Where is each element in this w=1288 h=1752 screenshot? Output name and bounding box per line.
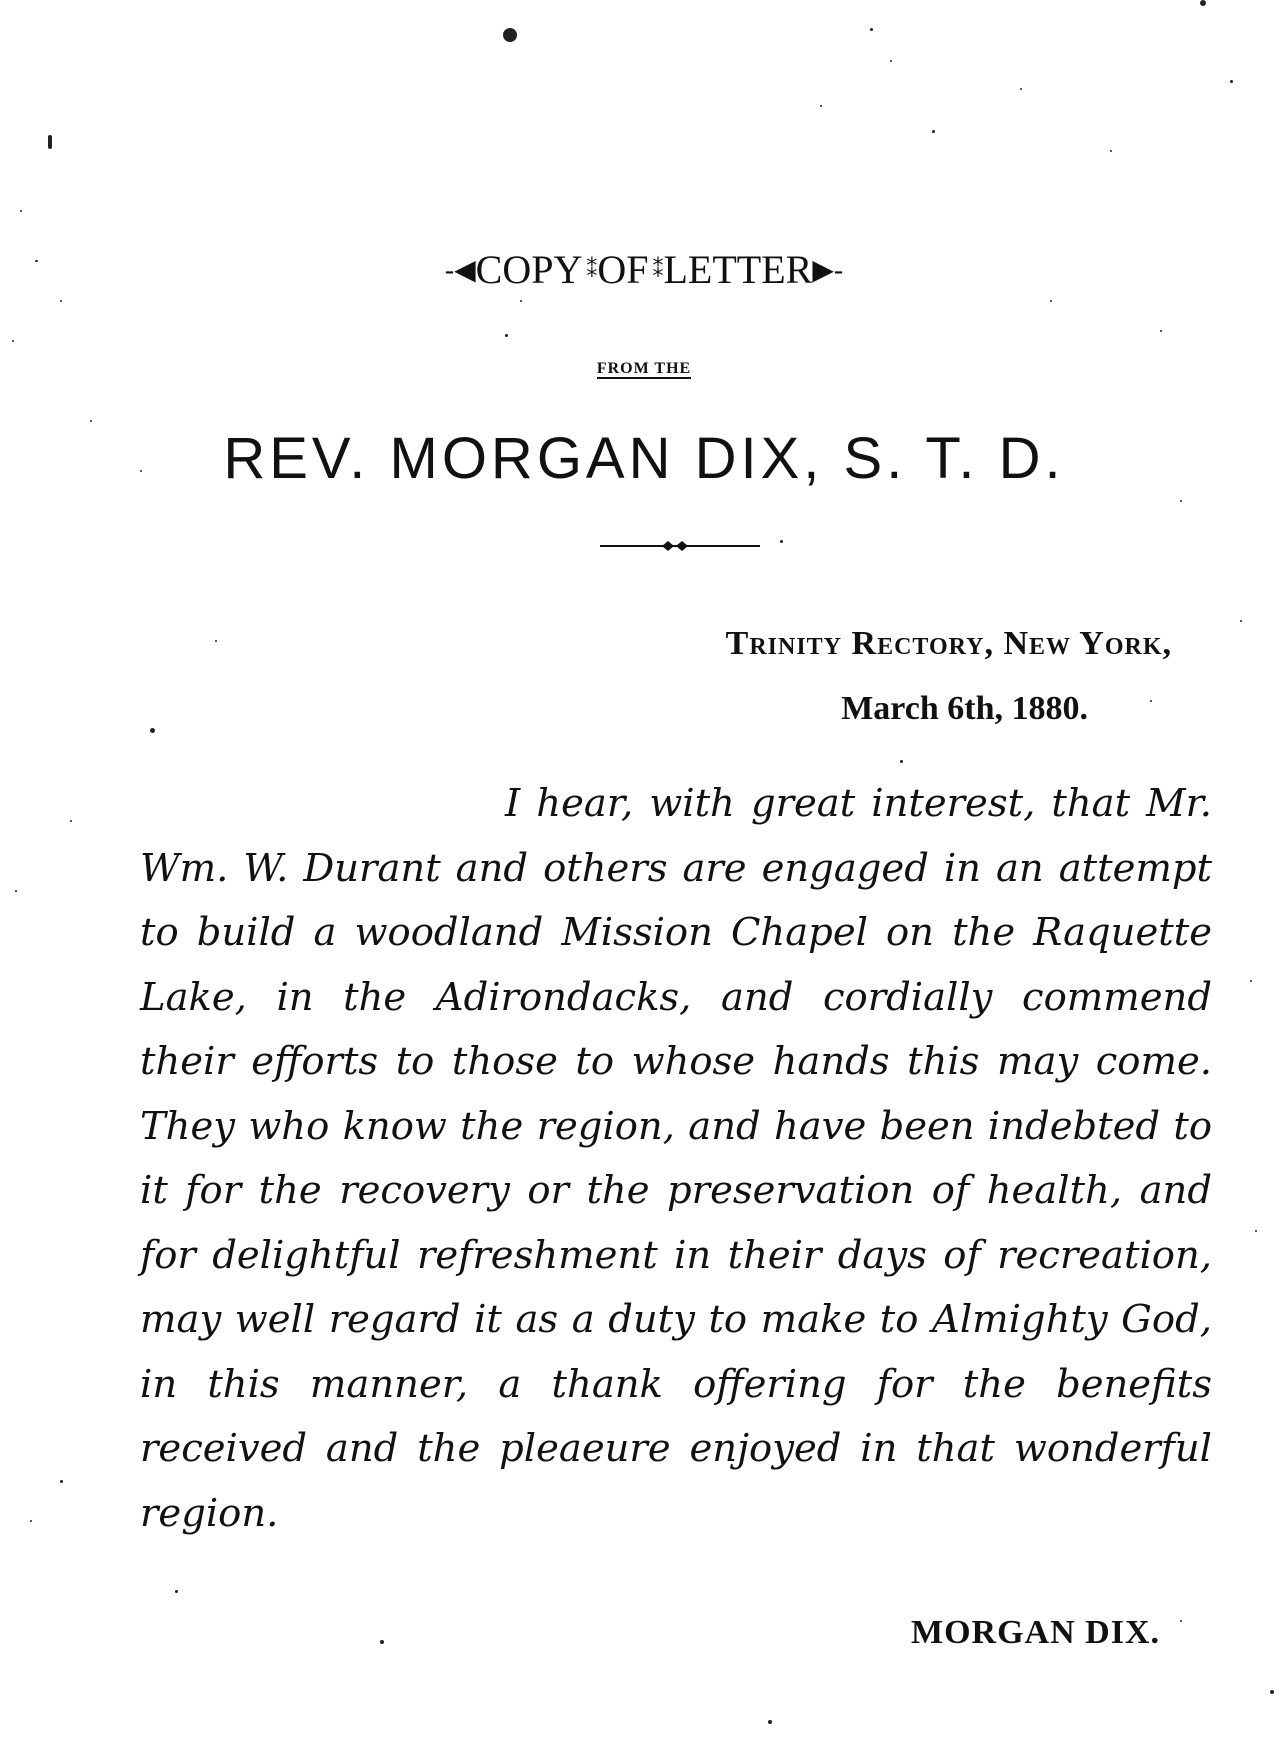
letter-heading (0, 246, 1288, 293)
heading-separator: ⁑ (652, 257, 660, 282)
letter-body: I hear, with great interest, that Mr. Wm. W. Durant and others are engaged in an attempt to build a woodland Mission Chapel on the Raquette Lake, in the Adirondacks, and cordially commend their efforts to those to whose hands this may come. They who know the region, and have been indebted to it for the recovery or the preservation of health, and for delightful refreshment in their days of recreation, may well regard it as a duty to make to Almighty God, in this manner, a thank offering for the benefits received and the pleaeure enjoyed in that wonderful region. (140, 781, 1212, 1536)
letter-date: March 6th, 1880. (841, 690, 1088, 727)
letter-address: Trinity Rectory, New York, (725, 625, 1172, 662)
heading-word-letter: LETTER (663, 247, 813, 292)
left-ornament: -◀ (444, 255, 476, 286)
ornamental-divider (600, 538, 760, 554)
heading-word-of: OF (597, 247, 649, 292)
from-line (0, 360, 1288, 378)
signature: MORGAN DIX. (911, 1614, 1160, 1651)
author-title: REV. MORGAN DIX, S. T. D. (223, 426, 1065, 491)
heading-word-copy: COPY (475, 247, 583, 292)
from-the-label: FROM THE (596, 360, 692, 377)
heading-separator: ⁑ (586, 257, 594, 282)
right-ornament: ▶- (812, 255, 844, 286)
